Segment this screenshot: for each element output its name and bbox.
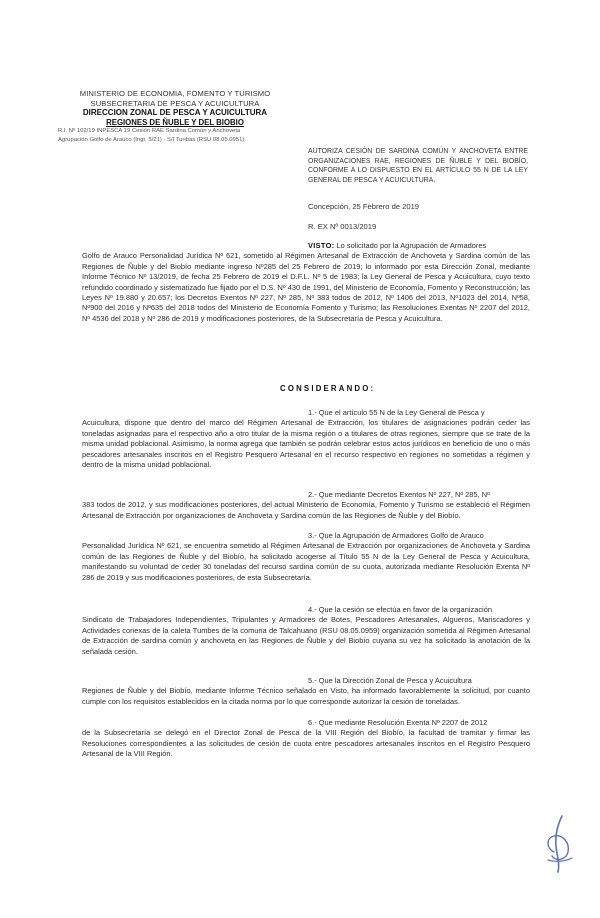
reference-line-1: R.I. Nº 102/19 INPESCA 19 Cesión RAE Sardina Común y Anchoveta bbox=[58, 128, 241, 134]
visto-first-line: Lo solicitado por la Agrupación de Armadores bbox=[336, 241, 487, 250]
resolution-date: Concepción, 25 Febrero de 2019 bbox=[308, 202, 420, 211]
region-name: REGIONES DE ÑUBLE Y DEL BIOBIO bbox=[106, 117, 244, 127]
reference-line-2: Agrupación Golfo de Arauco (Ingr. 5/21) · S/I Turibas (RSU 08.05.0951) bbox=[58, 136, 245, 143]
handwritten-signature bbox=[540, 812, 580, 878]
item-first-line: 2.- Que mediante Decretos Exentos Nº 227, Nº 285, Nº bbox=[308, 490, 490, 499]
item-first-line: 5.- Que la Dirección Zonal de Pesca y Acuicultura bbox=[308, 676, 472, 685]
considerando-heading: CONSIDERANDO: bbox=[280, 384, 376, 393]
considerando-item-4 bbox=[82, 605, 530, 657]
item-text: 383 todos de 2012, y sus modificaciones posteriores, del actual Ministerio de Economía, Fomento y Turismo se estableció el Régimen Artesanal de Extracción por organizaciones de Anchoveta y Sardina común de las Regiones de Ñuble y del Biobío. bbox=[82, 500, 530, 520]
item-first-line: 4.- Que la cesión se efectúa en favor de la organización bbox=[308, 605, 492, 614]
resolution-number: R. EX Nº 0013/2019 bbox=[308, 222, 377, 231]
item-text: Regiones de Ñuble y del Biobío, mediante Informe Técnico señalado en Visto, ha informado favorablemente la solicitud, por cuanto cumple con los requisitos establecidos en la citada norma por lo que corresponde autorizar la cesión de toneladas. bbox=[82, 686, 530, 706]
visto-text: Golfo de Arauco Personalidad Jurídica Nº 621, sometido al Régimen Artesanal de Extracción de Anchoveta y Sardina común de las Regiones de Ñuble y del Biobío mediante ingreso Nº285 del 25 Febrero de 2019; lo informado por esta Dirección Zonal, mediante Informe Técnico Nº 13/2019, de fecha 25 Febrero de 2019 el D.F.L. Nº 5 de 1983; la Ley General de Pesca y Acuicultura, cuyo texto refundido coordinado y sistematizado fue fijado por el D.S. Nº 430 de 1991, del Ministerio de Economía, Fomento y Reconstrucción; las Leyes Nº 19.880 y 20.657; los Decretos Exentos Nº 227, Nº 285, Nº 383 todos de 2012, Nº 1406 del 2013, Nº1023 del 2014, Nº58, Nº900 del 2016 y Nº635 del 2018 todos del Ministerio de Economía Fomento y Turismo; las Resoluciones Exentas Nº 2207 del 2012, Nº 4536 del 2018 y Nº 286 de 2019 y modificaciones posteriores, de la Subsecretaría de Pesca y Acuicultura. bbox=[82, 251, 530, 323]
considerando-item-2 bbox=[82, 490, 530, 521]
item-first-line: 6.- Que mediante Resolución Exenta Nº 2207 de 2012 bbox=[308, 718, 488, 727]
direccion-name: DIRECCION ZONAL DE PESCA Y ACUICULTURA bbox=[82, 108, 268, 117]
item-text: Acuicultura, dispone que dentro del marco del Régimen Artesanal de Extracción, los titulares de asignaciones podrán ceder las toneladas asignadas para el respectivo año a otro titular de la misma región o a titulares de otras regiones, siempre que se trate de la misma unidad poblacional. Asimismo, la norma agrega que también se podrán celebrar estos actos jurídicos en beneficio de uno o más pescadores artesanales inscritos en el Registro Pesquero Artesanal en el recurso respectivo en regiones no sometidas a régimen y dentro de la misma unidad poblacional. bbox=[82, 418, 530, 470]
visto-label: VISTO: bbox=[308, 241, 335, 250]
item-first-line: 3.- Que la Agrupación de Armadores Golfo de Arauco bbox=[308, 531, 484, 540]
visto-section bbox=[82, 241, 530, 324]
considerando-item-6 bbox=[82, 718, 530, 760]
item-text: de la Subsecretaría se delegó en el Director Zonal de Pesca de la VIII Región del Biobío, la facultad de tramitar y firmar las Resoluciones correspondientes a las solicitudes de cesión de cuota entre pescadores artesanales inscritos en el Registro Pesquero Artesanal de la VIII Región. bbox=[82, 728, 530, 759]
item-text: Sindicato de Trabajadores Independientes, Tripulantes y Armadores de Botes, Pescadores Artesanales, Algueros, Mariscadores y Actividades conexas de la caleta Tumbes de la comuna de Talcahuano (RSU 08.05.0959) organización sometida al Régimen Artesanal de Extracción de sardina común y anchoveta en las Regiones de Ñuble y del Biobío cuyana su vez ha solicitado la anotación de la señalada cesión. bbox=[82, 615, 530, 656]
item-first-line: 1.- Que el artículo 55 N de la Ley General de Pesca y bbox=[308, 408, 485, 417]
letterhead bbox=[58, 89, 280, 144]
resolution-subject: AUTORIZA CESIÓN DE SARDINA COMÚN Y ANCHOVETA ENTRE ORGANIZACIONES RAE, REGIONES DE ÑUBLE Y DEL BIOBÍO, CONFORME A LO DISPUESTO EN EL ARTÍCULO 55 N DE LA LEY GENERAL DE PESCA Y ACUICULTURA. bbox=[308, 148, 528, 184]
considerando-item-1 bbox=[82, 408, 530, 470]
considerando-item-3 bbox=[82, 531, 530, 583]
item-text: Personalidad Jurídica Nº 621, se encuentra sometido al Régimen Artesanal de Extracción por organizaciones de Anchoveta y Sardina común de las Regiones de Ñuble y del Biobío, ha solicitado acogerse al Título 55 N de la Ley General de Pesca y Acuicultura, manifestando su voluntad de ceder 30 toneladas del recurso sardina común de su cuota, autorizada mediante Resolución Exenta Nº 286 de 2019 y sus modificaciones posteriores, de esta Subsecretaría. bbox=[82, 541, 530, 582]
ministry-name: MINISTERIO DE ECONOMIA, FOMENTO Y TURISMO bbox=[79, 89, 271, 98]
subsecretaria-name: SUBSECRETARIA DE PESCA Y ACUICULTURA bbox=[90, 98, 260, 108]
considerando-item-5 bbox=[82, 676, 530, 707]
